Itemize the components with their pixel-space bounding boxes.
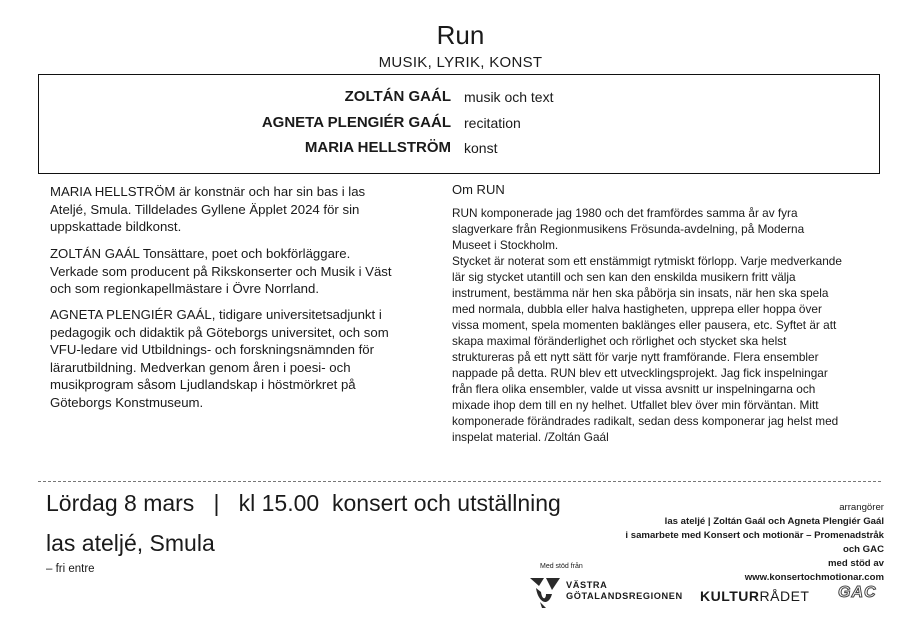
cast-name: AGNETA PLENGIÉR GAÁL [261,114,451,131]
cast-name: MARIA HELLSTRÖM [304,139,451,156]
cast-name: ZOLTÁN GAÁL [344,88,451,105]
event-separator: | [213,490,220,516]
vgr-logo-text: VÄSTRA GÖTALANDSREGIONEN [566,580,683,601]
event-entry: – fri entre [46,563,95,575]
about-body [452,205,842,445]
organizers-label: arrangörer [839,502,884,513]
divider [38,481,881,482]
page-title: Run [436,20,485,50]
bio-agneta: AGNETA PLENGIÉR GAÁL, tidigare universitetsadjunkt i pedagogik och didaktik på Göteborgs universitet, och som VFU-ledare vid Utbildnings- och forskningsnämnden för lärarutbildning. Medverkan genom åren i poesi- och musikprogram såsom Ljudlandskap i höstmörkret på Göteborgs Konstmuseum. [50,307,389,410]
organizers-line: och GAC [842,544,884,555]
about-heading: Om RUN [452,182,505,197]
cast-role: konst [464,140,498,156]
organizers-website[interactable]: www.konsertochmotionar.com [744,572,884,583]
vgr-logo-icon [528,574,562,615]
kulturradet-logo: KULTURRÅDET [700,588,810,604]
organizers-line: med stöd av [828,558,884,569]
page-subtitle: MUSIK, LYRIK, KONST [378,54,543,71]
bio-zoltan: ZOLTÁN GAÁL Tonsättare, poet och bokförläggare. Verkade som producent på Rikskonserter och Musik i Väst och som regionkapellmästare i Övre Norrland. [50,246,392,296]
support-label: Med stöd från [540,563,583,570]
gac-logo: GAC [838,584,877,601]
bio-maria: MARIA HELLSTRÖM är konstnär och har sin bas i las Ateljé, Smula. Tilldelades Gyllene Äpplet 2024 för sin uppskattade bildkonst. [50,184,366,234]
organizers-line: las ateljé | Zoltán Gaál och Agneta Plengiér Gaál [664,516,884,527]
event-date: Lördag 8 mars [46,490,195,516]
about-paragraph: Stycket är noterat som ett enstämmigt rytmiskt förlopp. Varje medverkande lär sig stycket utantill och sen kan den enskilda musikern fritt välja instrument, bestämma när hen ska påbörja sin insats, när hen ska spela med normala, dubbla eller halva hastigheten, upprepa eller hoppa över vissa moment, spela momenten baklänges eller pausera, etc. Syftet är att skapa maximal föränderlighet och rörlighet och stycket ska helst struktureras på ett nytt sätt för varje nytt framförande. Flera ensembler nappade på detta. RUN blev ett utvecklingsprojekt. Jag fick inspelningar från flera olika ensembler, valde ut vissa avsnitt ur inspelningarna och mixade ihop dem till en ny helhet. Utfallet blev över min förväntan. Mitt komponerade förändrades radikalt, sedan dess komponerar jag helst med inspelat material. /Zoltán Gaál [452,254,842,444]
event-description: konsert och utställning [331,490,561,516]
cast-role: recitation [464,115,521,131]
organizers-line: i samarbete med Konsert och motionär – Promenadstråk [625,530,884,541]
event-venue: las ateljé, Smula [46,530,215,556]
about-paragraph: RUN komponerade jag 1980 och det framfördes samma år av fyra slagverkare från Regionmusikens Frösunda-avdelning, på Moderna Museet i Stockholm. [452,206,805,252]
cast-role: musik och text [464,89,554,105]
cast-box [38,74,880,174]
event-time: kl 15.00 [238,490,320,516]
event-line [46,490,561,517]
